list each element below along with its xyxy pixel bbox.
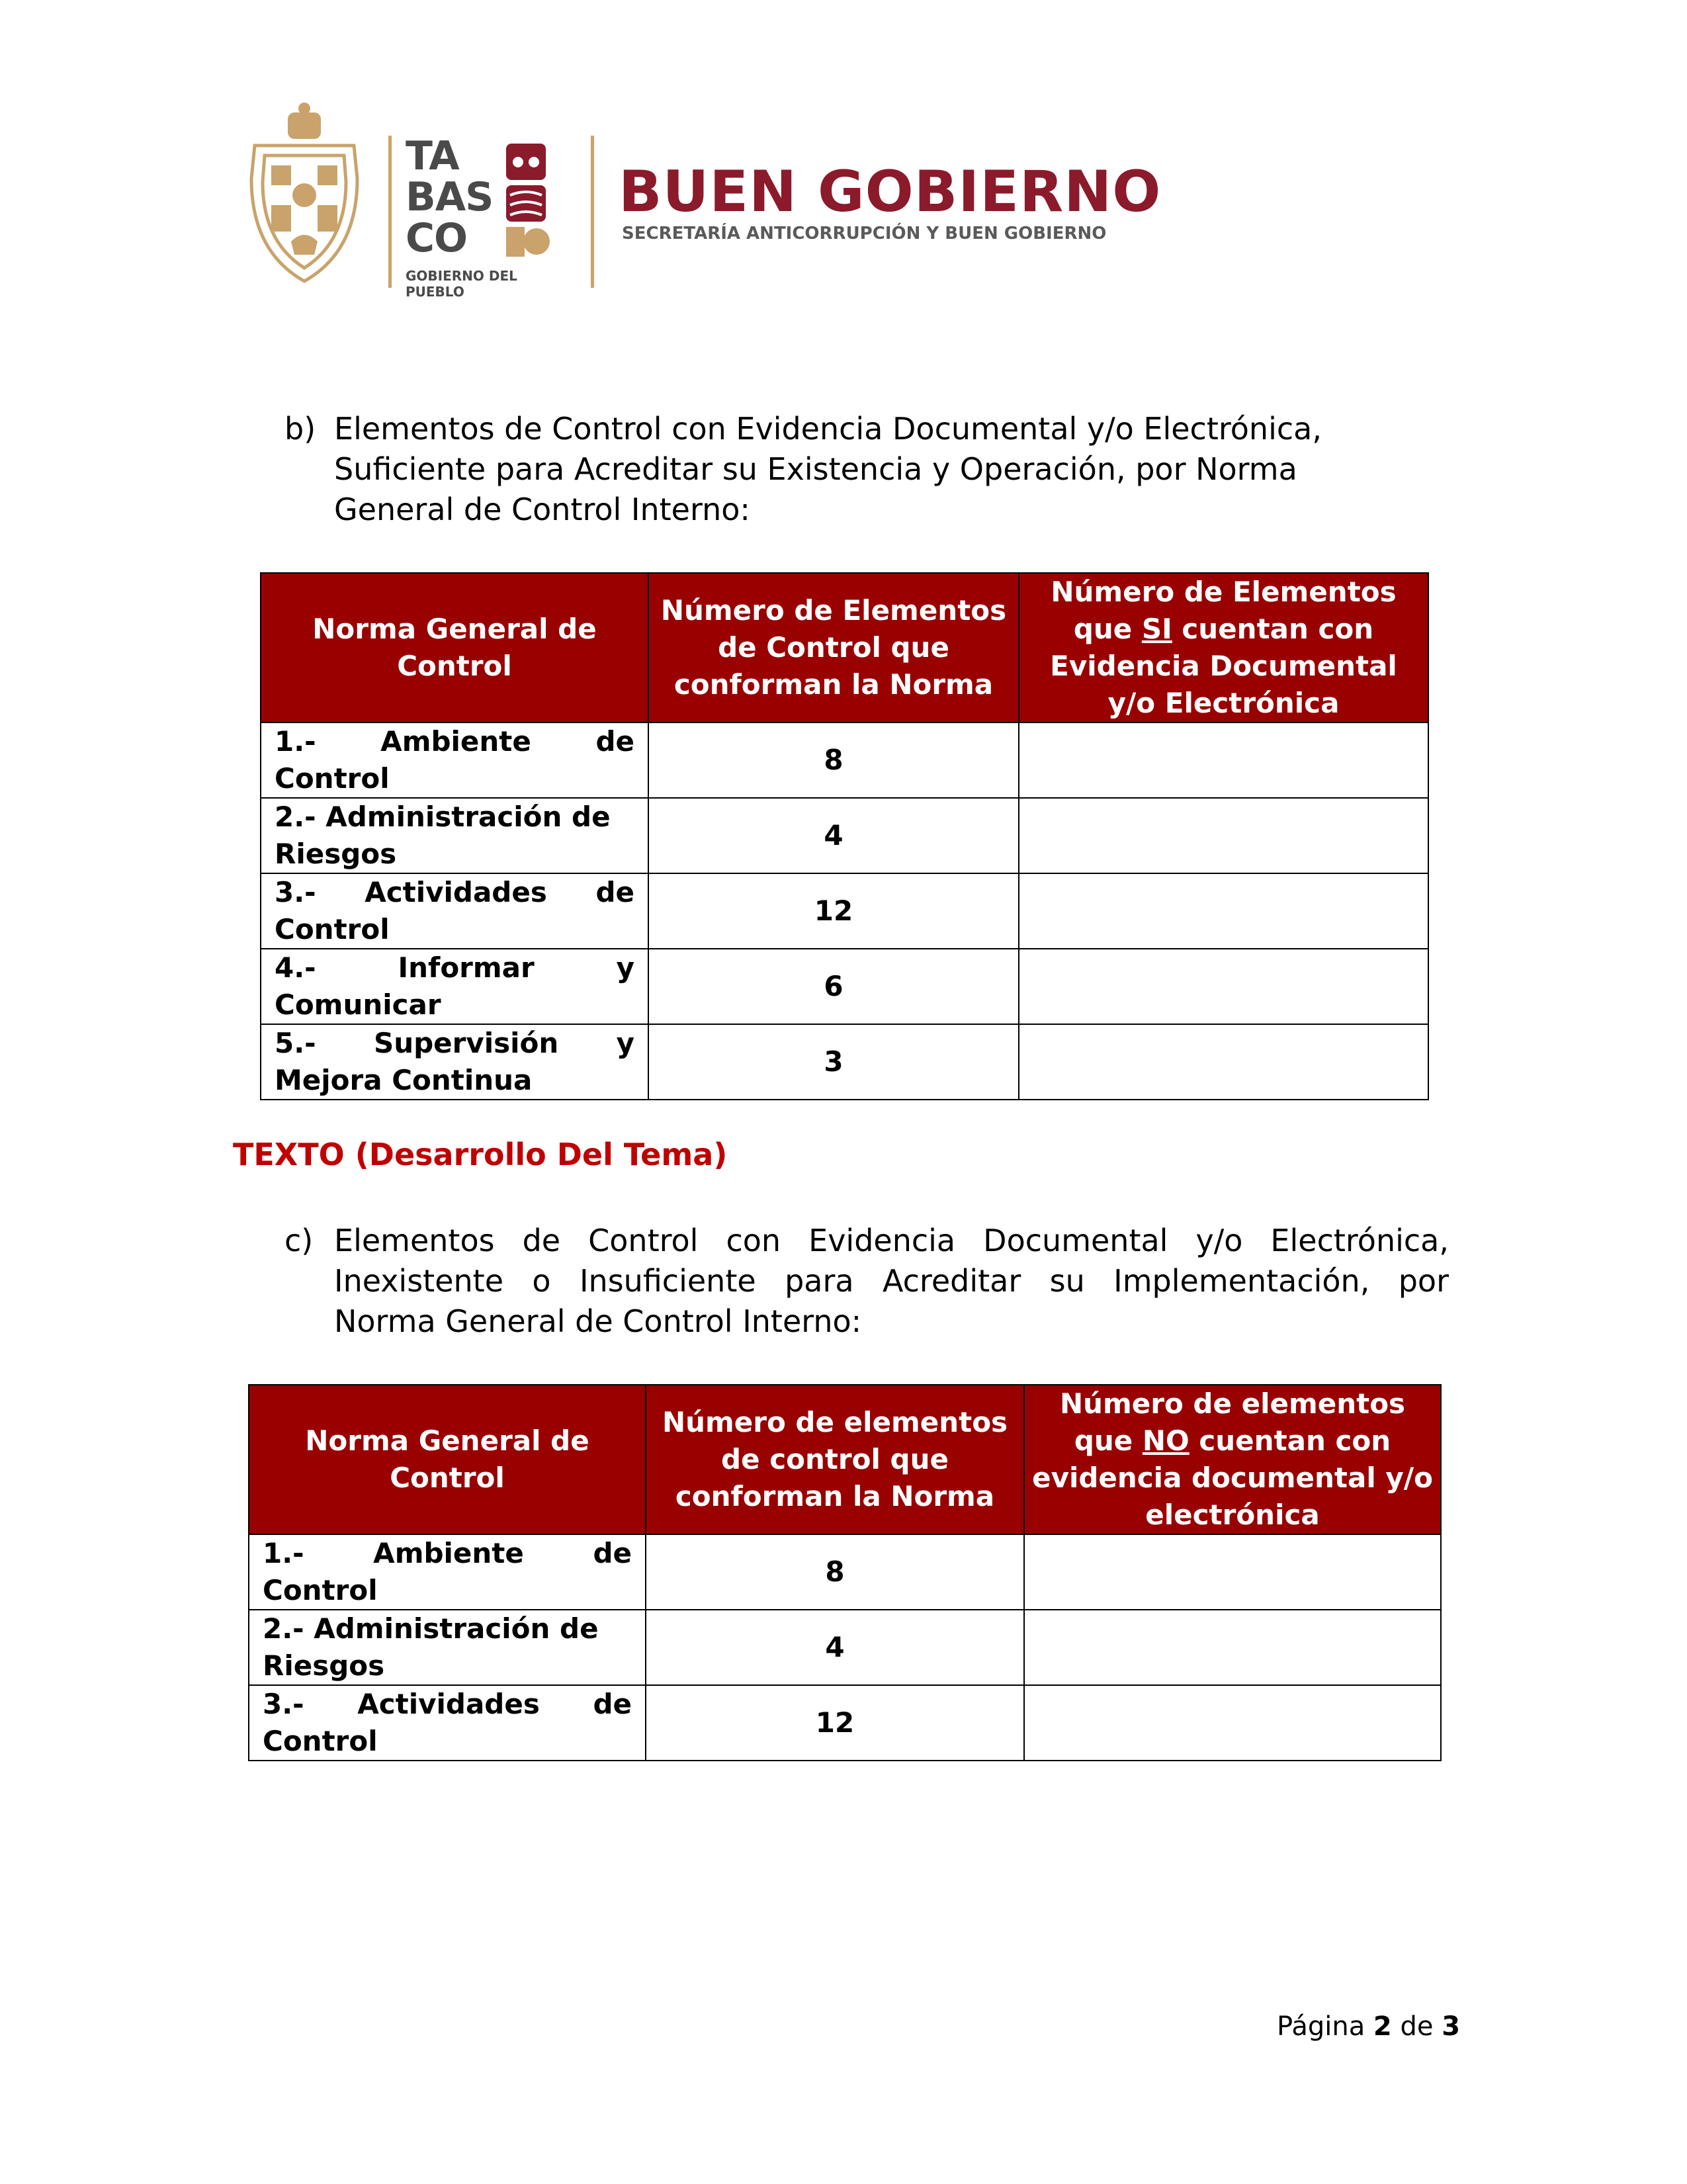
table-row: [249, 1534, 1441, 1610]
list-marker: b): [284, 411, 316, 447]
evidencia-cell[interactable]: [1019, 798, 1428, 873]
elementos-cell: 6: [648, 949, 1019, 1024]
elementos-cell: 12: [646, 1685, 1024, 1761]
evidencia-cell[interactable]: [1019, 722, 1428, 798]
norma-cell: 3.- Actividades de Control: [249, 1685, 646, 1761]
tabasco-mask-icon: [505, 142, 551, 261]
state-seal-icon: [241, 99, 367, 291]
table-row: [249, 1685, 1441, 1761]
table-row: [261, 1024, 1428, 1100]
header-norma: Norma General de Control: [261, 573, 648, 722]
total-pages: 3: [1442, 2011, 1461, 2042]
norma-cell: 2.- Administración de Riesgos: [249, 1610, 646, 1685]
table-row: [261, 722, 1428, 798]
table-elementos-sin-evidencia: [248, 1384, 1442, 1761]
paragraph-line: General de Control Interno:: [334, 492, 750, 527]
evidencia-cell[interactable]: [1024, 1534, 1441, 1610]
norma-cell: 3.- Actividades de Control: [261, 873, 648, 949]
elementos-cell: 8: [648, 722, 1019, 798]
elementos-cell: 3: [648, 1024, 1019, 1100]
table-elementos-con-evidencia: [260, 572, 1429, 1100]
paragraph-line: Norma General de Control Interno:: [334, 1303, 862, 1339]
tabasco-logo: [406, 133, 571, 300]
document-header: [241, 99, 1162, 300]
header-divider: [388, 136, 392, 288]
evidencia-cell[interactable]: [1019, 873, 1428, 949]
header-norma: Norma General de Control: [249, 1385, 646, 1534]
evidencia-cell[interactable]: [1024, 1610, 1441, 1685]
table-row: [249, 1610, 1441, 1685]
page-footer: [1277, 2011, 1460, 2042]
pagina-label: Página: [1277, 2011, 1365, 2042]
norma-cell: 2.- Administración de Riesgos: [261, 798, 648, 873]
elementos-cell: 4: [648, 798, 1019, 873]
header-numero-elementos: Número de Elementos de Control que conforman la Norma: [648, 573, 1019, 722]
paragraph-line: Elementos de Control con Evidencia Documental y/o Electrónica,: [334, 1223, 1449, 1258]
header-con-evidencia: Número de Elementos que SI cuentan con Evidencia Documental y/o Electrónica: [1019, 573, 1428, 722]
table-header-row: [249, 1385, 1441, 1534]
texto-heading: TEXTO (Desarrollo Del Tema): [233, 1137, 728, 1172]
evidencia-cell[interactable]: [1024, 1685, 1441, 1761]
header-divider: [591, 136, 594, 288]
tabasco-logo-letters: TA BAS CO: [406, 133, 494, 261]
paragraph-line: Suficiente para Acreditar su Existencia y Operación, por Norma: [334, 451, 1297, 487]
table-row: [261, 949, 1428, 1024]
norma-cell: 1.- Ambiente de Control: [249, 1534, 646, 1610]
header-numero-elementos: Número de elementos de control que conforman la Norma: [646, 1385, 1024, 1534]
table-row: [261, 873, 1428, 949]
paragraph-line: Elementos de Control con Evidencia Documental y/o Electrónica,: [334, 411, 1322, 447]
norma-cell: 5.- Supervisión y Mejora Continua: [261, 1024, 648, 1100]
evidencia-cell[interactable]: [1019, 1024, 1428, 1100]
list-marker: c): [284, 1223, 314, 1258]
elementos-cell: 12: [648, 873, 1019, 949]
evidencia-cell[interactable]: [1019, 949, 1428, 1024]
header-sin-evidencia: Número de elementos que NO cuentan con evidencia documental y/o electrónica: [1024, 1385, 1441, 1534]
current-page: 2: [1373, 2011, 1392, 2042]
table-row: [261, 798, 1428, 873]
highlight-si: SI: [1141, 613, 1172, 645]
secretaria-subtitle: SECRETARÍA ANTICORRUPCIÓN Y BUEN GOBIERNO: [622, 224, 1107, 243]
buen-gobierno-title: BUEN GOBIERNO: [619, 159, 1162, 225]
norma-cell: 4.- Informar y Comunicar: [261, 949, 648, 1024]
tabasco-logo-sub: GOBIERNO DEL PUEBLO: [406, 268, 517, 300]
highlight-no: NO: [1142, 1424, 1190, 1457]
elementos-cell: 8: [646, 1534, 1024, 1610]
elementos-cell: 4: [646, 1610, 1024, 1685]
table-header-row: [261, 573, 1428, 722]
paragraph-line: Inexistente o Insuficiente para Acreditar su Implementación, por: [334, 1263, 1449, 1299]
norma-cell: 1.- Ambiente de Control: [261, 722, 648, 798]
de-label: de: [1400, 2011, 1434, 2042]
